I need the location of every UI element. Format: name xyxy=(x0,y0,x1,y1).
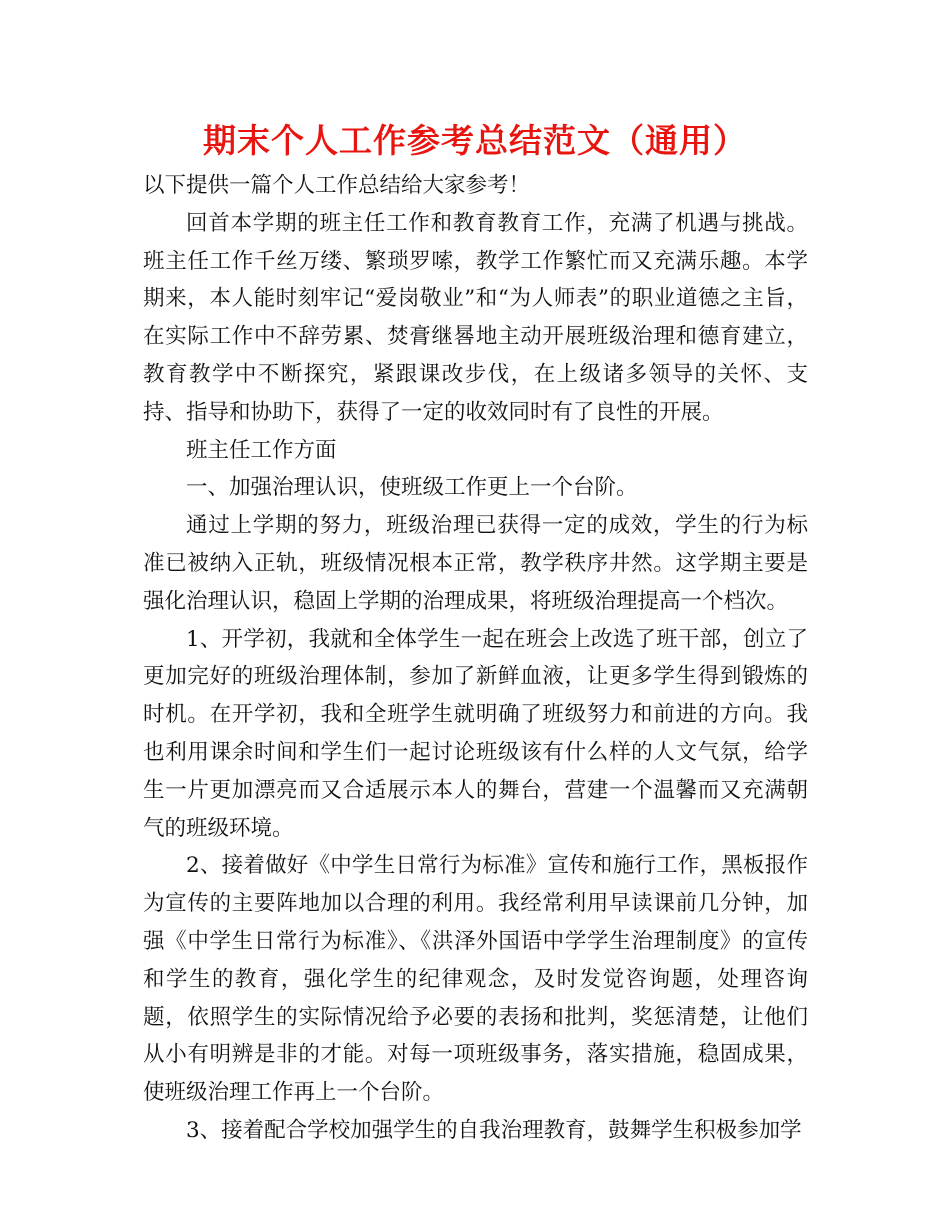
paragraph-review: 回首本学期的班主任工作和教育教育工作，充满了机遇与挑战。班主任工作千丝万缕、繁琐罗嗦，教学工作繁忙而又充满乐趣。本学期来，本人能时刻牢记“爱岗敬业”和“为人师表”的职业道德之主旨，在实际工作中不辞劳累、焚膏继晷地主动开展班级治理和德育建立，教育教学中不断探究，紧跟课改步伐，在上级诸多领导的关怀、支持、指导和协助下，获得了一定的收效同时有了良性的开展。 xyxy=(143,210,808,425)
paragraph-item-3: 3、接着配合学校加强学生的自我治理教育，鼓舞学生积极参加学 xyxy=(186,1117,802,1143)
paragraph-item-1: 1、开学初，我就和全体学生一起在班会上改选了班干部，创立了更加完好的班级治理体制，参加了新鲜血液，让更多学生得到锻炼的时机。在开学初，我和全班学生就明确了班级努力和前进的方向。我也利用课余时间和学生们一起讨论班级该有什么样的人文气氛，给学生一片更加漂亮而又合适展示本人的舞台，营建一个温馨而又充满朝气的班级环境。 xyxy=(143,626,808,841)
paragraph-last-semester: 通过上学期的努力，班级治理已获得一定的成效，学生的行为标准已被纳入正轨，班级情况根本正常，教学秩序井然。这学期主要是强化治理认识，稳固上学期的治理成果，将班级治理提高一个档次。 xyxy=(143,513,808,614)
intro-paragraph: 以下提供一篇个人工作总结给大家参考！ xyxy=(143,173,531,198)
document-title: 期末个人工作参考总结范文（通用） xyxy=(203,121,747,160)
document-body xyxy=(143,167,808,1150)
section-heading-class-teacher: 班主任工作方面 xyxy=(186,437,337,463)
paragraph-item-2: 2、接着做好《中学生日常行为标准》宣传和施行工作，黑板报作为宣传的主要阵地加以合理的利用。我经常利用早读课前几分钟，加强《中学生日常行为标准》、《洪泽外国语中学学生治理制度》的宣传和学生的教育，强化学生的纪律观念，及时发觉咨询题，处理咨询题，依照学生的实际情况给予必要的表扬和批判，奖惩清楚，让他们从小有明辨是非的才能。对每一项班级事务，落实措施，稳固成果，使班级治理工作再上一个台阶。 xyxy=(143,853,808,1106)
subheading-management-awareness: 一、加强治理认识，使班级工作更上一个台阶。 xyxy=(186,475,638,501)
